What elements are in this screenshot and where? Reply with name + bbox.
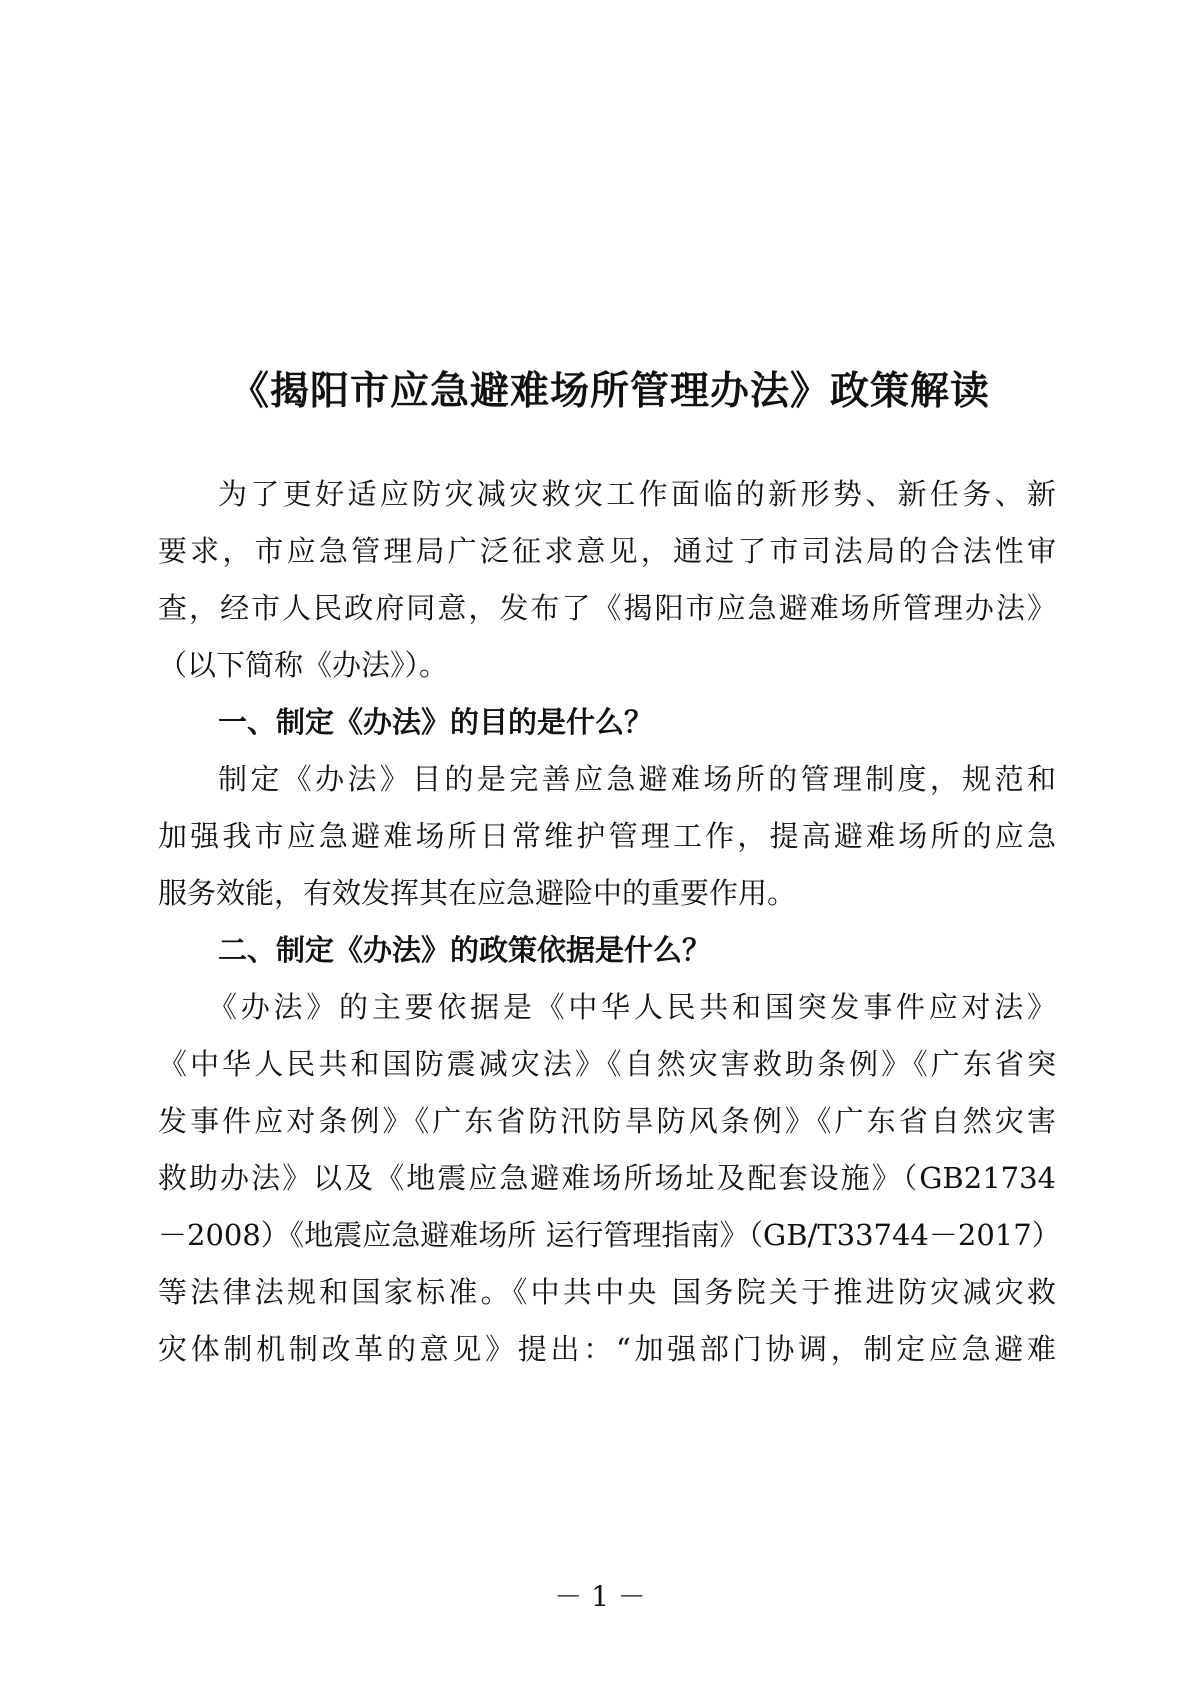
intro-line-1: 为了更好适应防灾减灾救灾工作面临的新形势、新任务、新 (218, 477, 1056, 511)
intro-line-3: 查，经市人民政府同意，发布了《揭阳市应急避难场所管理办法》 (158, 591, 1056, 625)
intro-line-2: 要求，市应急管理局广泛征求意见，通过了市司法局的合法性审 (158, 534, 1056, 568)
section2-line-1: 《办法》的主要依据是《中华人民共和国突发事件应对法》 (208, 990, 1056, 1024)
section2-line-2: 《中华人民共和国防震减灾法》《自然灾害救助条例》《广东省突 (158, 1047, 1056, 1081)
section2-line-3: 发事件应对条例》《广东省防汛防旱防风条例》《广东省自然灾害 (158, 1104, 1056, 1138)
section1-line-1: 制定《办法》目的是完善应急避难场所的管理制度，规范和 (218, 762, 1056, 796)
section2-line-7: 灾体制机制改革的意见》提出：“加强部门协调，制定应急避难 (158, 1332, 1056, 1366)
intro-line-4: （以下简称《办法》）。 (158, 648, 449, 682)
section2-heading: 二、制定《办法》的政策依据是什么？ (218, 933, 712, 967)
section1-line-2: 加强我市应急避难场所日常维护管理工作，提高避难场所的应急 (158, 819, 1056, 853)
section2-line-5: －2008）《地震应急避难场所 运行管理指南》（GB/T33744－2017） (158, 1218, 1061, 1252)
section1-heading: 一、制定《办法》的目的是什么？ (218, 705, 654, 739)
section1-line-3: 服务效能，有效发挥其在应急避险中的重要作用。 (158, 876, 797, 910)
page-number: － 1 － (554, 1580, 646, 1613)
document-title: 《揭阳市应急避难场所管理办法》政策解读 (229, 369, 990, 414)
section2-line-4: 救助办法》以及《地震应急避难场所场址及配套设施》（GB21734 (158, 1161, 1056, 1195)
section2-line-6: 等法律法规和国家标准。《中共中央 国务院关于推进防灾减灾救 (158, 1275, 1056, 1309)
